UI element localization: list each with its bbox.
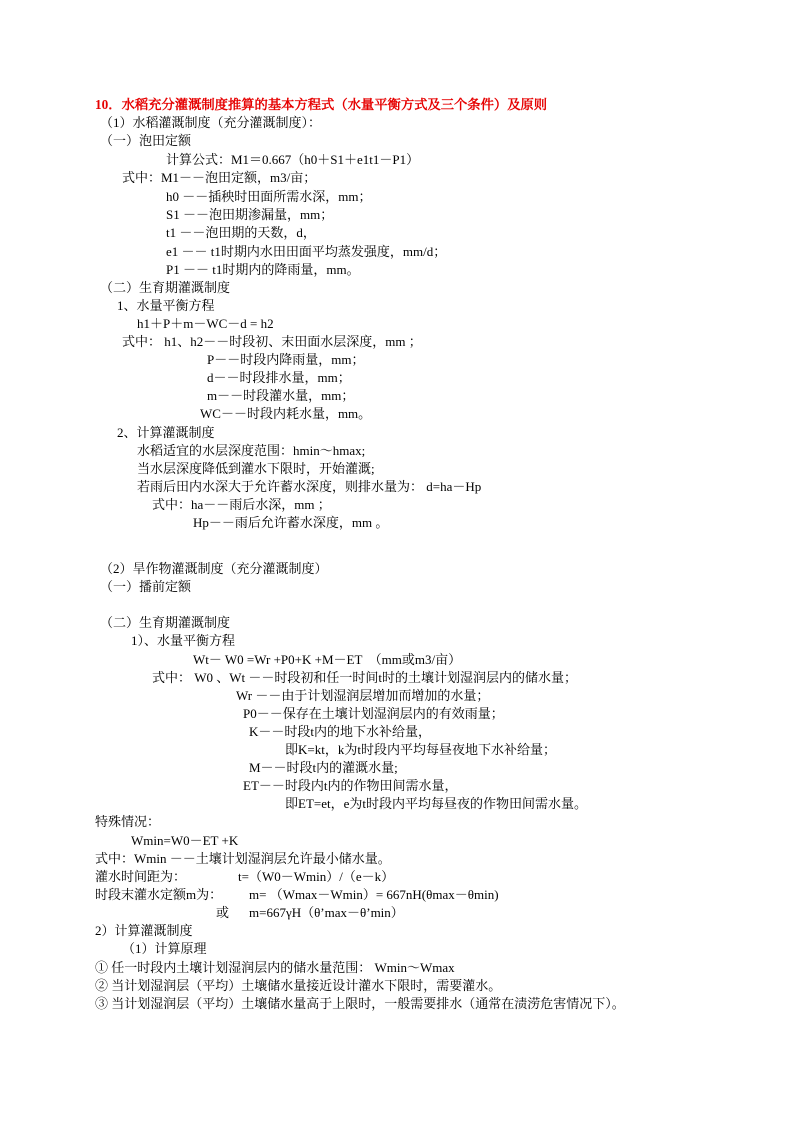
soaking-formula: 计算公式：M1＝0.667（h0＋S1＋e1t1－P1） [166,152,420,167]
dry-balance-term: Wr －－由于计划湿润层增加而增加的水量； [236,688,490,703]
dry-balance-term: ET－－时段内t内的作物田间需水量， [243,778,458,793]
principle-item: ① 任一时段内土壤计划湿润层内的储水量范围： Wmin～Wmax [95,960,455,975]
rice-growth-heading: （二）生育期灌溉制度 [100,280,231,295]
special-case-heading: 特殊情况： [95,814,161,829]
or-label: 或 [216,905,230,920]
dry-balance-term: 即K=kt，k为t时段内平均每昼夜地下水补给量； [285,742,556,757]
principle-heading: （1）计算原理 [122,941,207,956]
soaking-term: t1 －－泡田期的天数，d， [166,225,316,240]
rice-balance-heading: 1、水量平衡方程 [117,298,215,313]
quota-formula: m= （Wmax－Wmin）= 667nH(θmax－θmin) [249,887,499,902]
dry-balance-equation: Wt－ W0 =Wr +P0+K +M－ET （mm或m3/亩） [193,652,462,667]
rice-balance-term: WC－－时段内耗水量，mm。 [200,406,372,421]
soaking-where-lead: 式中：M1－－泡田定额，m3/亩； [122,170,317,185]
dry-schedule-heading: 2）计算灌溉制度 [95,923,193,938]
dry-balance-term: M－－时段t内的灌溉水量; [249,760,398,775]
soaking-term: P1 －－ t1时期内的降雨量，mm。 [166,262,360,277]
rice-schedule-line: 水稻适宜的水层深度范围：hmin～hmax; [137,443,366,458]
rice-schedule-line: 若雨后田内水深大于允许蓄水深度，则排水量为： d=ha－Hp [137,479,482,494]
document-title: 10．水稻充分灌溉制度推算的基本方程式（水量平衡方式及三个条件）及原则 [95,97,548,112]
quota-label: 时段末灌水定额m为： [95,887,223,902]
presowing-quota-heading: （一）播前定额 [100,579,192,594]
dry-balance-where-lead: 式中： W0 、Wt －－时段初和任一时间t时的土壤计划湿润层内的储水量； [152,670,578,685]
dry-growth-heading: （二）生育期灌溉制度 [100,615,231,630]
principle-item: ② 当计划湿润层（平均）土壤储水量接近设计灌水下限时，需要灌水。 [95,978,502,993]
rice-schedule-where-lead: 式中：ha－－雨后水深，mm ； [152,497,331,512]
special-case-where: 式中：Wmin －－土壤计划湿润层允许最小储水量。 [95,851,391,866]
dry-balance-heading: 1）、水量平衡方程 [131,633,236,648]
rice-balance-equation: h1＋P＋m－WC－d = h2 [137,316,274,331]
principle-item: ③ 当计划湿润层（平均）土壤储水量高于上限时，一般需要排水（通常在渍涝危害情况下）。 [95,996,625,1011]
rice-schedule-heading: 2、计算灌溉制度 [117,425,215,440]
soaking-term: h0 －－插秧时田面所需水深，mm； [166,189,372,204]
dry-balance-term: K－－时段t内的地下水补给量， [249,724,432,739]
interval-formula: t=（W0－Wmin）/（e－k） [238,869,395,884]
soaking-term: S1 －－泡田期渗漏量，mm； [166,207,334,222]
soaking-term: e1 －－ t1时期内水田田面平均蒸发强度，mm/d； [166,244,447,259]
dry-balance-term: 即ET=et，e为t时段内平均每昼夜的作物田间需水量。 [285,796,587,811]
rice-balance-term: m－－时段灌水量，mm； [207,388,355,403]
rice-balance-term: d－－时段排水量，mm； [207,370,351,385]
soaking-quota-heading: （一）泡田定额 [100,133,192,148]
rice-schedule-line: 当水层深度降低到灌水下限时，开始灌溉; [137,461,375,476]
interval-label: 灌水时间距为： [95,869,187,884]
special-case-equation: Wmin=W0－ET +K [131,833,239,848]
dry-section-heading: （2）旱作物灌溉制度（充分灌溉制度） [100,561,328,576]
rice-section-heading: （1）水稻灌溉制度（充分灌溉制度）： [100,115,322,130]
quota-formula-alt: m=667γH（θ’max－θ’min） [249,905,404,920]
dry-balance-term: P0－－保存在土壤计划湿润层内的有效雨量； [243,706,504,721]
rice-balance-where-lead: 式中： h1、h2－－时段初、末田面水层深度，mm ； [122,334,422,349]
rice-schedule-term: Hp－－雨后允许蓄水深度，mm 。 [193,515,389,530]
rice-balance-term: P－－时段内降雨量，mm； [207,352,365,367]
